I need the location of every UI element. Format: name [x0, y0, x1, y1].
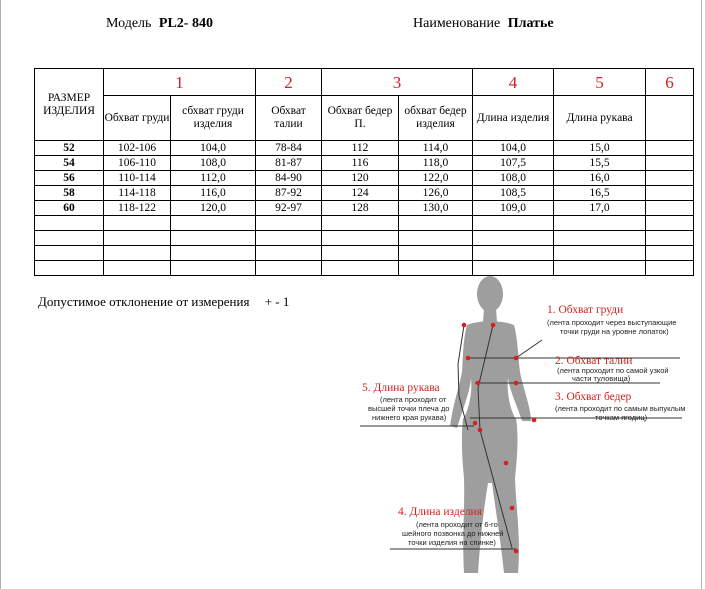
size-cell: 58 — [35, 186, 104, 201]
group-number-3: 3 — [322, 69, 473, 96]
label-length-title: 4. Длина изделия — [398, 506, 482, 518]
figure-neck — [483, 308, 497, 322]
group-number-5: 5 — [554, 69, 646, 96]
empty-cell — [256, 231, 322, 246]
empty-cell — [322, 246, 399, 261]
table-row — [35, 141, 694, 156]
table-cell: 108,0 — [473, 171, 554, 186]
table-cell: 124 — [322, 186, 399, 201]
table-cell: 122,0 — [399, 171, 473, 186]
column-header: Длина изделия — [473, 96, 554, 141]
table-cell: 107,5 — [473, 156, 554, 171]
table-cell — [646, 141, 694, 156]
empty-cell — [322, 216, 399, 231]
table-cell: 16,5 — [554, 186, 646, 201]
empty-cell — [473, 216, 554, 231]
table-cell: 114-118 — [104, 186, 171, 201]
label-hips — [555, 391, 685, 422]
empty-cell — [473, 246, 554, 261]
group-number-4: 4 — [473, 69, 554, 96]
label-length — [398, 506, 504, 547]
empty-cell — [554, 231, 646, 246]
table-cell: 112 — [322, 141, 399, 156]
table-cell: 16,0 — [554, 171, 646, 186]
size-table — [34, 68, 694, 276]
empty-cell — [322, 231, 399, 246]
empty-cell — [171, 231, 256, 246]
empty-cell — [646, 246, 694, 261]
empty-cell — [171, 261, 256, 276]
empty-cell — [646, 231, 694, 246]
label-sleeve-note: высшей точки плеча до — [368, 404, 450, 413]
label-length-note: точки изделия на спинке) — [408, 538, 496, 547]
table-cell: 78-84 — [256, 141, 322, 156]
label-chest-title: 1. Обхват груди — [547, 304, 624, 316]
model-value: PL2- 840 — [158, 16, 213, 31]
table-cell: 116,0 — [171, 186, 256, 201]
tolerance-note — [38, 294, 289, 310]
table-cell: 120 — [322, 171, 399, 186]
table-cell — [646, 201, 694, 216]
label-length-note: шейного позвонка до нижней — [402, 529, 504, 538]
measurement-figure — [350, 268, 700, 589]
table-cell: 15,5 — [554, 156, 646, 171]
table-cell: 104,0 — [473, 141, 554, 156]
column-header: обхват бедер изделия — [399, 96, 473, 141]
label-length-note: (лента проходит от 6-го — [416, 520, 498, 529]
table-cell: 104,0 — [171, 141, 256, 156]
figure-legs — [462, 418, 519, 573]
figure-head — [477, 276, 503, 312]
name-value: Платье — [507, 16, 554, 31]
empty-table-row — [35, 246, 694, 261]
table-cell: 114,0 — [399, 141, 473, 156]
empty-table-row — [35, 216, 694, 231]
table-cell: 17,0 — [554, 201, 646, 216]
label-chest — [547, 304, 676, 336]
page-right-border — [701, 0, 702, 589]
empty-cell — [171, 216, 256, 231]
table-cell — [646, 186, 694, 201]
table-cell: 109,0 — [473, 201, 554, 216]
table-cell: 120,0 — [171, 201, 256, 216]
table-cell: 110-114 — [104, 171, 171, 186]
table-cell: 87-92 — [256, 186, 322, 201]
table-cell: 15,0 — [554, 141, 646, 156]
column-header — [646, 96, 694, 141]
table-row — [35, 201, 694, 216]
empty-cell — [399, 216, 473, 231]
empty-cell — [35, 261, 104, 276]
table-cell: 112,0 — [171, 171, 256, 186]
table-cell: 108,0 — [171, 156, 256, 171]
tolerance-label: Допустимое отклонение от измерения — [38, 294, 250, 309]
name-header — [413, 16, 554, 32]
empty-cell — [646, 216, 694, 231]
table-cell — [646, 171, 694, 186]
column-header: Обхват талии — [256, 96, 322, 141]
empty-cell — [473, 231, 554, 246]
table-row — [35, 171, 694, 186]
label-hips-note: точкам ягодиц) — [595, 413, 648, 422]
empty-cell — [171, 246, 256, 261]
empty-cell — [35, 246, 104, 261]
size-column-header: РАЗМЕР ИЗДЕЛИЯ — [35, 69, 104, 141]
empty-cell — [399, 231, 473, 246]
label-waist-note: (лента проходит по самой узкой — [557, 366, 669, 375]
table-row — [35, 156, 694, 171]
label-chest-note: (лента проходит через выступающие — [547, 318, 677, 327]
table-cell: 128 — [322, 201, 399, 216]
label-waist-title: 2. Обхват талии — [555, 355, 633, 367]
size-cell: 54 — [35, 156, 104, 171]
column-header: Обхват бедер П. — [322, 96, 399, 141]
empty-cell — [399, 246, 473, 261]
group-number-1: 1 — [104, 69, 256, 96]
empty-cell — [35, 231, 104, 246]
column-header: Обхват груди — [104, 96, 171, 141]
empty-cell — [554, 246, 646, 261]
size-cell: 52 — [35, 141, 104, 156]
table-cell: 116 — [322, 156, 399, 171]
table-cell — [646, 156, 694, 171]
empty-cell — [104, 231, 171, 246]
column-header: Длина рукава — [554, 96, 646, 141]
label-sleeve-note: нижнего края рукава) — [372, 413, 447, 422]
empty-cell — [554, 216, 646, 231]
column-header: сбхват груди изделия — [171, 96, 256, 141]
empty-cell — [256, 261, 322, 276]
label-hips-title: 3. Обхват бедер — [555, 391, 632, 403]
table-row — [35, 186, 694, 201]
empty-table-row — [35, 231, 694, 246]
page-left-border — [0, 0, 1, 589]
size-cell: 56 — [35, 171, 104, 186]
table-cell: 126,0 — [399, 186, 473, 201]
label-chest-note: точки груди на уровне лопаток) — [560, 327, 669, 336]
table-cell: 106-110 — [104, 156, 171, 171]
table-cell: 81-87 — [256, 156, 322, 171]
model-header — [106, 16, 213, 32]
group-number-6: 6 — [646, 69, 694, 96]
empty-cell — [256, 246, 322, 261]
name-label: Наименование — [413, 16, 501, 31]
label-waist — [555, 355, 669, 383]
table-cell: 92-97 — [256, 201, 322, 216]
label-sleeve-title: 5. Длина рукава — [362, 382, 440, 394]
tolerance-value: + - 1 — [264, 294, 290, 309]
table-cell: 130,0 — [399, 201, 473, 216]
table-cell: 118,0 — [399, 156, 473, 171]
table-cell: 84-90 — [256, 171, 322, 186]
size-cell: 60 — [35, 201, 104, 216]
table-cell: 118-122 — [104, 201, 171, 216]
empty-cell — [104, 261, 171, 276]
label-waist-note: части туловища) — [572, 374, 631, 383]
label-sleeve — [362, 382, 449, 422]
empty-cell — [104, 246, 171, 261]
group-number-2: 2 — [256, 69, 322, 96]
empty-cell — [104, 216, 171, 231]
model-label: Модель — [106, 16, 152, 31]
table-cell: 102-106 — [104, 141, 171, 156]
table-body — [35, 141, 694, 276]
empty-cell — [256, 216, 322, 231]
empty-cell — [35, 216, 104, 231]
label-sleeve-note: (лента проходит от — [380, 395, 447, 404]
table-cell: 108,5 — [473, 186, 554, 201]
label-hips-note: (лента проходит по самым выпуклым — [555, 404, 686, 413]
